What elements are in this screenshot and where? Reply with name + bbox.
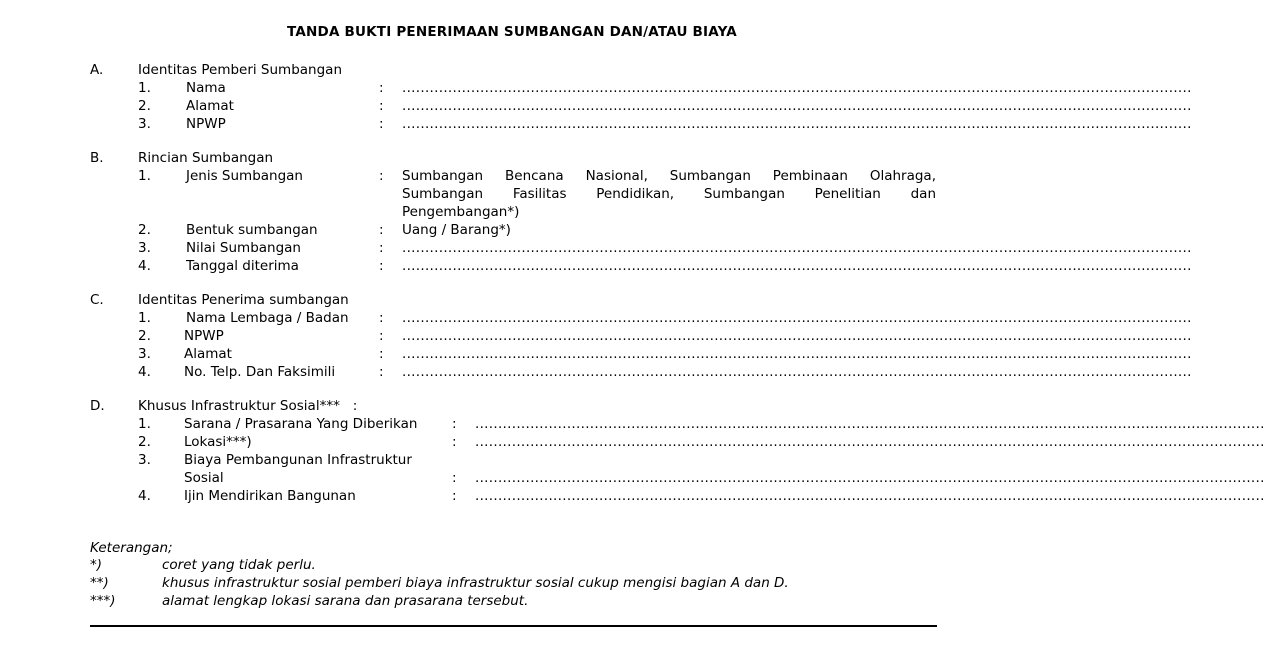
field-label: Sarana / Prasarana Yang Diberikan [184, 416, 418, 432]
item-number: 3. [138, 116, 151, 132]
notes-heading: Keterangan; [90, 540, 173, 556]
item-number: 1. [138, 416, 151, 432]
colon: : [379, 240, 384, 256]
blank-field: ............................................................................................................................................................................ [402, 328, 1192, 344]
colon: : [379, 310, 384, 326]
item-number: 1. [138, 168, 151, 184]
colon: : [379, 364, 384, 380]
blank-field: ............................................................................................................................................................................ [402, 80, 1192, 96]
document-title: TANDA BUKTI PENERIMAAN SUMBANGAN DAN/ATAU BIAYA [287, 24, 737, 40]
note-mark: *) [90, 557, 103, 573]
blank-field: ............................................................................................................................................................................ [402, 364, 1192, 380]
note-mark: ***) [90, 593, 116, 609]
colon: : [379, 168, 384, 184]
colon: : [379, 80, 384, 96]
field-label: Sosial [184, 470, 224, 486]
colon: : [452, 470, 457, 486]
note-text: coret yang tidak perlu. [162, 557, 316, 573]
colon: : [379, 346, 384, 362]
item-number: 4. [138, 364, 151, 380]
colon: : [379, 98, 384, 114]
note-text: khusus infrastruktur sosial pemberi biaya infrastruktur sosial cukup mengisi bagian A dan D. [162, 575, 789, 591]
section-letter: D. [90, 398, 105, 414]
note-mark: **) [90, 575, 109, 591]
field-label: Biaya Pembangunan Infrastruktur [184, 452, 412, 468]
item-number: 2. [138, 98, 151, 114]
donation-type-line: Sumbangan Bencana Nasional, Sumbangan Pembinaan Olahraga, [402, 168, 936, 184]
section-letter: C. [90, 292, 104, 308]
item-number: 2. [138, 222, 151, 238]
field-label: No. Telp. Dan Faksimili [184, 364, 336, 380]
section-heading: Khusus Infrastruktur Sosial*** : [138, 398, 358, 414]
blank-field: ............................................................................................................................................................................ [402, 98, 1192, 114]
blank-field: ............................................................................................................................................................................ [402, 240, 1192, 256]
section-heading: Rincian Sumbangan [138, 150, 274, 166]
item-number: 4. [138, 488, 151, 504]
field-label: NPWP [186, 116, 226, 132]
item-number: 3. [138, 346, 151, 362]
colon: : [379, 328, 384, 344]
donation-type-line: Sumbangan Fasilitas Pendidikan, Sumbangan Penelitian dan [402, 186, 936, 202]
field-label: Nama [186, 80, 226, 96]
section-heading: Identitas Pemberi Sumbangan [138, 62, 343, 78]
colon: : [379, 258, 384, 274]
field-label: NPWP [184, 328, 224, 344]
item-number: 2. [138, 328, 151, 344]
blank-field: ............................................................................................................................................................................ [475, 470, 1265, 486]
field-label: Nilai Sumbangan [186, 240, 301, 256]
field-label: Alamat [184, 346, 232, 362]
blank-field: ............................................................................................................................................................................ [402, 258, 1192, 274]
field-label: Alamat [186, 98, 234, 114]
item-number: 3. [138, 452, 151, 468]
blank-field: ............................................................................................................................................................................ [475, 434, 1265, 450]
item-number: 1. [138, 310, 151, 326]
blank-field: ............................................................................................................................................................................ [475, 488, 1265, 504]
blank-field: ............................................................................................................................................................................ [475, 416, 1265, 432]
note-text: alamat lengkap lokasi sarana dan prasarana tersebut. [162, 593, 529, 609]
section-letter: A. [90, 62, 104, 78]
donation-type-line: Pengembangan*) [402, 204, 520, 220]
section-letter: B. [90, 150, 104, 166]
blank-field: ............................................................................................................................................................................ [402, 116, 1192, 132]
field-label: Ijin Mendirikan Bangunan [184, 488, 356, 504]
field-label: Nama Lembaga / Badan [186, 310, 349, 326]
blank-field: ............................................................................................................................................................................ [402, 310, 1192, 326]
colon: : [452, 488, 457, 504]
item-number: 3. [138, 240, 151, 256]
item-number: 2. [138, 434, 151, 450]
blank-field: ............................................................................................................................................................................ [402, 346, 1192, 362]
colon: : [452, 416, 457, 432]
item-number: 1. [138, 80, 151, 96]
field-label: Tanggal diterima [186, 258, 299, 274]
colon: : [379, 222, 384, 238]
field-label: Jenis Sumbangan [186, 168, 303, 184]
field-label: Lokasi***) [184, 434, 252, 450]
field-label: Bentuk sumbangan [186, 222, 318, 238]
field-value: Uang / Barang*) [402, 222, 511, 238]
section-heading: Identitas Penerima sumbangan [138, 292, 349, 308]
colon: : [379, 116, 384, 132]
item-number: 4. [138, 258, 151, 274]
bottom-divider [90, 625, 937, 627]
colon: : [452, 434, 457, 450]
